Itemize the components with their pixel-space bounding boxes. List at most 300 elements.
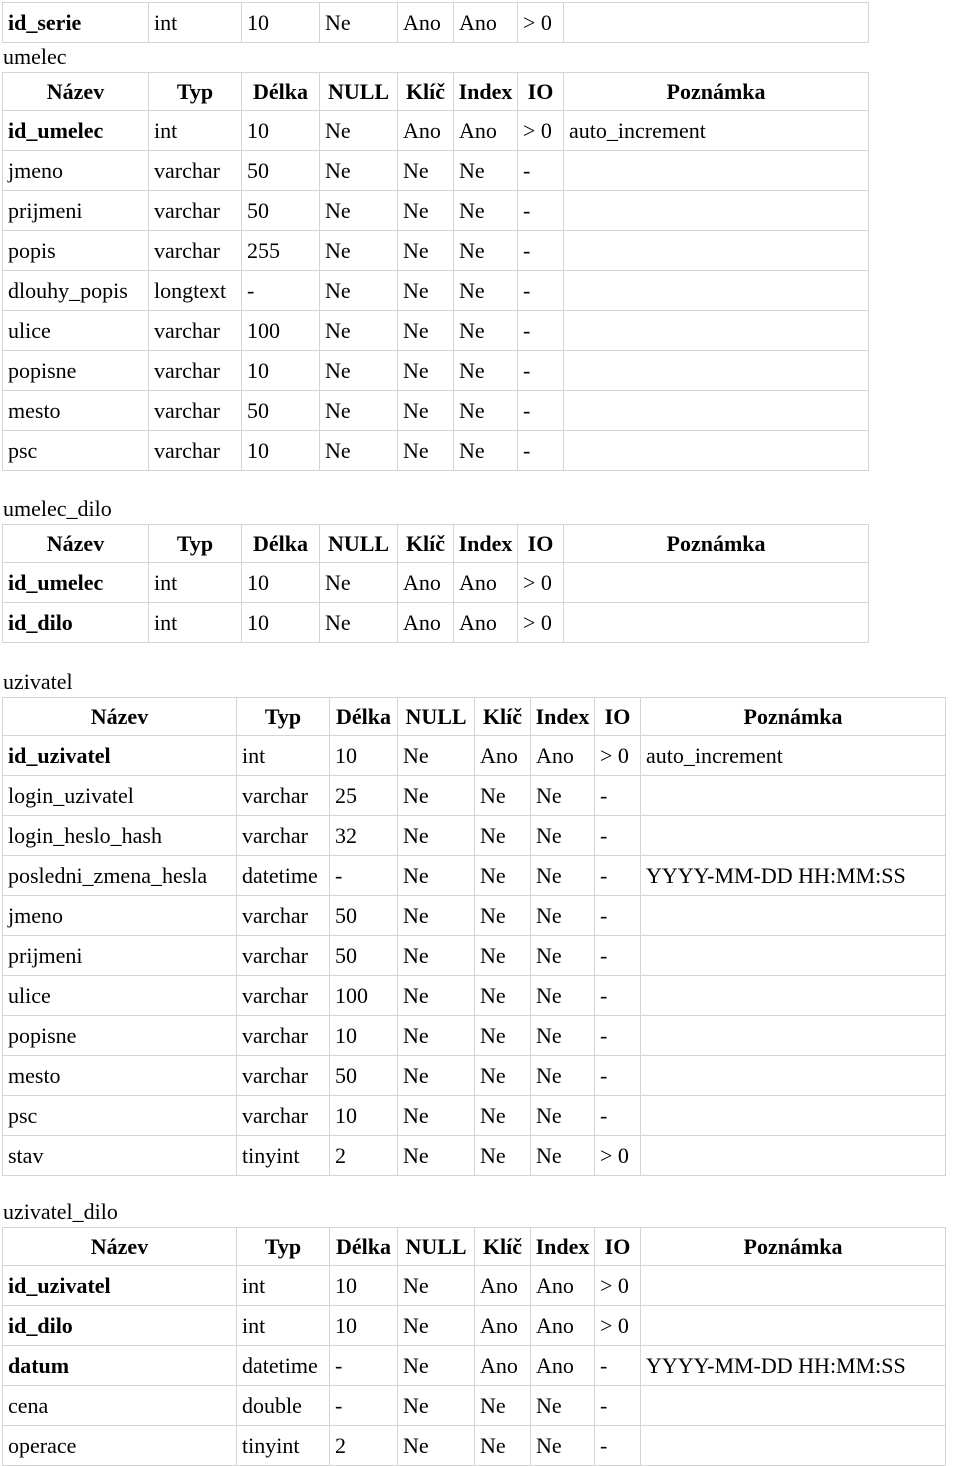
table-row [3,1136,946,1176]
type-cell: tinyint [237,1136,330,1176]
column-header: Index [531,1228,595,1266]
note-cell [641,896,946,936]
column-header: NULL [320,73,398,111]
length-cell: 50 [330,1056,398,1096]
type-cell: varchar [149,231,242,271]
table-title: uzivatel [3,669,73,694]
null-cell: Ne [398,1016,475,1056]
note-cell [564,391,869,431]
key-cell: Ano [475,736,531,776]
length-cell: 50 [330,936,398,976]
key-cell: Ne [398,271,454,311]
name-cell: popisne [3,1016,237,1056]
note-cell [564,191,869,231]
length-cell: 50 [242,391,320,431]
null-cell: Ne [320,351,398,391]
type-cell: datetime [237,856,330,896]
type-cell: varchar [149,151,242,191]
table-row [3,896,946,936]
index-cell: Ne [454,231,518,271]
column-header: Název [3,1228,237,1266]
name-cell: id_uzivatel [3,736,237,776]
io-cell: - [595,976,641,1016]
length-cell: - [330,856,398,896]
name-cell: posledni_zmena_hesla [3,856,237,896]
index-cell: Ne [531,856,595,896]
io-cell: - [518,351,564,391]
key-cell: Ne [475,1016,531,1056]
table-title: umelec_dilo [3,496,112,521]
note-cell: YYYY-MM-DD HH:MM:SS [641,856,946,896]
key-cell: Ne [475,856,531,896]
table-row [3,271,869,311]
key-cell: Ne [398,151,454,191]
note-cell: YYYY-MM-DD HH:MM:SS [641,1346,946,1386]
index-cell: Ne [531,816,595,856]
null-cell: Ne [320,271,398,311]
type-cell: tinyint [237,1426,330,1466]
length-cell: 32 [330,816,398,856]
table-row [3,351,869,391]
io-cell: - [518,311,564,351]
io-cell: - [595,936,641,976]
null-cell: Ne [320,231,398,271]
type-cell: varchar [149,191,242,231]
length-cell: 100 [242,311,320,351]
null-cell: Ne [398,1136,475,1176]
null-cell: Ne [398,1056,475,1096]
note-cell [641,1136,946,1176]
table-block-umelec-dilo [2,494,869,643]
table-row [3,736,946,776]
null-cell: Ne [320,3,398,43]
column-header: Název [3,525,149,563]
table-title: uzivatel_dilo [3,1199,118,1224]
table-block-uzivatel [2,667,946,1176]
table-row [3,936,946,976]
index-cell: Ano [454,603,518,643]
note-cell [564,603,869,643]
index-cell: Ano [531,1306,595,1346]
table-row [3,431,869,471]
index-cell: Ne [454,191,518,231]
length-cell: 10 [242,3,320,43]
column-header: Typ [149,73,242,111]
column-header: Index [531,698,595,736]
name-cell: id_serie [3,3,149,43]
note-cell: auto_increment [564,111,869,151]
key-cell: Ne [398,351,454,391]
name-cell: ulice [3,976,237,1016]
io-cell: - [595,1016,641,1056]
type-cell: varchar [237,816,330,856]
index-cell: Ne [454,311,518,351]
note-cell [564,351,869,391]
key-cell: Ne [475,936,531,976]
io-cell: > 0 [595,736,641,776]
name-cell: mesto [3,391,149,431]
name-cell: operace [3,1426,237,1466]
column-header: IO [595,698,641,736]
index-cell: Ne [531,1096,595,1136]
length-cell: 10 [242,351,320,391]
io-cell: - [595,1426,641,1466]
note-cell: auto_increment [641,736,946,776]
io-cell: > 0 [518,111,564,151]
type-cell: varchar [149,391,242,431]
index-cell: Ne [531,1136,595,1176]
length-cell: 25 [330,776,398,816]
length-cell: 10 [242,431,320,471]
table-header-row [3,698,946,736]
schema-table-umelec-dilo [2,524,869,643]
null-cell: Ne [320,563,398,603]
column-header: Název [3,73,149,111]
null-cell: Ne [398,896,475,936]
name-cell: cena [3,1386,237,1426]
key-cell: Ne [475,776,531,816]
index-cell: Ano [454,563,518,603]
length-cell: 2 [330,1426,398,1466]
column-header: IO [518,73,564,111]
null-cell: Ne [398,976,475,1016]
table-row [3,311,869,351]
index-cell: Ne [454,391,518,431]
note-cell [641,1426,946,1466]
name-cell: datum [3,1346,237,1386]
index-cell: Ano [531,736,595,776]
key-cell: Ano [475,1306,531,1346]
type-cell: int [237,736,330,776]
name-cell: prijmeni [3,191,149,231]
table-row [3,231,869,271]
table-row [3,1016,946,1056]
key-cell: Ano [398,111,454,151]
null-cell: Ne [398,1266,475,1306]
key-cell: Ne [475,896,531,936]
length-cell: 100 [330,976,398,1016]
column-header: Poznámka [641,698,946,736]
name-cell: dlouhy_popis [3,271,149,311]
table-block-uzivatel-dilo [2,1197,946,1466]
null-cell: Ne [398,1386,475,1426]
type-cell: varchar [237,1096,330,1136]
index-cell: Ano [531,1266,595,1306]
null-cell: Ne [398,776,475,816]
note-cell [641,1016,946,1056]
note-cell [641,936,946,976]
key-cell: Ne [475,1136,531,1176]
name-cell: id_dilo [3,1306,237,1346]
length-cell: - [242,271,320,311]
column-header: Klíč [398,73,454,111]
type-cell: varchar [237,1016,330,1056]
type-cell: varchar [237,936,330,976]
index-cell: Ne [531,936,595,976]
note-cell [564,151,869,191]
name-cell: psc [3,431,149,471]
column-header: NULL [398,698,475,736]
column-header: Klíč [475,1228,531,1266]
length-cell: 50 [242,151,320,191]
schema-table-uzivatel [2,697,946,1176]
name-cell: popis [3,231,149,271]
length-cell: 10 [242,563,320,603]
index-cell: Ne [531,776,595,816]
name-cell: login_uzivatel [3,776,237,816]
null-cell: Ne [398,1346,475,1386]
null-cell: Ne [398,856,475,896]
length-cell: 10 [330,1306,398,1346]
column-header: Poznámka [641,1228,946,1266]
null-cell: Ne [320,311,398,351]
table-row [3,776,946,816]
length-cell: 2 [330,1136,398,1176]
io-cell: > 0 [595,1306,641,1346]
column-header: Index [454,73,518,111]
io-cell: - [518,391,564,431]
index-cell: Ano [531,1346,595,1386]
io-cell: - [518,191,564,231]
index-cell: Ne [454,431,518,471]
name-cell: jmeno [3,896,237,936]
null-cell: Ne [320,391,398,431]
table-header-row [3,1228,946,1266]
note-cell [641,1386,946,1426]
key-cell: Ano [398,603,454,643]
schema-table-uzivatel-dilo [2,1227,946,1466]
index-cell: Ano [454,111,518,151]
note-cell [564,3,869,43]
io-cell: > 0 [595,1136,641,1176]
column-header: Klíč [475,698,531,736]
name-cell: id_uzivatel [3,1266,237,1306]
null-cell: Ne [320,111,398,151]
length-cell: - [330,1346,398,1386]
table-row [3,856,946,896]
type-cell: longtext [149,271,242,311]
io-cell: - [595,1386,641,1426]
io-cell: > 0 [518,603,564,643]
null-cell: Ne [320,603,398,643]
note-cell [641,1306,946,1346]
io-cell: > 0 [595,1266,641,1306]
length-cell: 10 [242,111,320,151]
table-row [3,1306,946,1346]
column-header: NULL [398,1228,475,1266]
name-cell: login_heslo_hash [3,816,237,856]
io-cell: - [595,1346,641,1386]
key-cell: Ne [475,1426,531,1466]
key-cell: Ne [475,816,531,856]
length-cell: 255 [242,231,320,271]
column-header: Typ [237,698,330,736]
table-row [3,151,869,191]
table-row [3,3,869,43]
null-cell: Ne [398,1096,475,1136]
null-cell: Ne [320,431,398,471]
table-row [3,1096,946,1136]
name-cell: jmeno [3,151,149,191]
key-cell: Ano [475,1266,531,1306]
io-cell: - [518,431,564,471]
key-cell: Ne [475,1386,531,1426]
note-cell [641,1096,946,1136]
type-cell: int [149,603,242,643]
io-cell: - [595,1096,641,1136]
name-cell: mesto [3,1056,237,1096]
note-cell [564,311,869,351]
io-cell: - [518,271,564,311]
column-header: Poznámka [564,73,869,111]
type-cell: varchar [237,776,330,816]
length-cell: 50 [242,191,320,231]
index-cell: Ne [454,151,518,191]
null-cell: Ne [320,151,398,191]
type-cell: int [149,3,242,43]
length-cell: 50 [330,896,398,936]
column-header: Délka [330,698,398,736]
null-cell: Ne [398,1426,475,1466]
type-cell: int [149,563,242,603]
name-cell: id_dilo [3,603,149,643]
table-row [3,1346,946,1386]
null-cell: Ne [398,936,475,976]
io-cell: > 0 [518,563,564,603]
column-header: Index [454,525,518,563]
type-cell: varchar [149,431,242,471]
name-cell: psc [3,1096,237,1136]
table-block-umelec [2,42,869,471]
table-header-row [3,73,869,111]
key-cell: Ano [398,563,454,603]
table-row [3,1426,946,1466]
note-cell [564,231,869,271]
column-header: IO [595,1228,641,1266]
name-cell: prijmeni [3,936,237,976]
serie-table-tail [2,2,869,43]
length-cell: 10 [330,1266,398,1306]
key-cell: Ne [398,431,454,471]
column-header: Délka [242,73,320,111]
io-cell: - [595,776,641,816]
io-cell: - [595,896,641,936]
table-row [3,603,869,643]
index-cell: Ne [531,1426,595,1466]
column-header: NULL [320,525,398,563]
table-title: umelec [3,44,67,69]
column-header: Délka [242,525,320,563]
index-cell: Ne [531,1386,595,1426]
note-cell [641,976,946,1016]
type-cell: varchar [237,1056,330,1096]
table-row [3,563,869,603]
null-cell: Ne [398,816,475,856]
key-cell: Ne [398,191,454,231]
key-cell: Ano [475,1346,531,1386]
length-cell: 10 [242,603,320,643]
table-row [3,1266,946,1306]
type-cell: varchar [149,311,242,351]
io-cell: - [595,856,641,896]
length-cell: 10 [330,736,398,776]
note-cell [564,271,869,311]
note-cell [641,776,946,816]
schema-table-umelec [2,72,869,471]
type-cell: int [237,1266,330,1306]
null-cell: Ne [320,191,398,231]
type-cell: datetime [237,1346,330,1386]
index-cell: Ne [531,976,595,1016]
key-cell: Ne [475,976,531,1016]
null-cell: Ne [398,1306,475,1346]
table-row [3,391,869,431]
type-cell: int [237,1306,330,1346]
type-cell: varchar [237,976,330,1016]
column-header: Klíč [398,525,454,563]
key-cell: Ne [398,311,454,351]
table-row [3,191,869,231]
key-cell: Ne [398,391,454,431]
null-cell: Ne [398,736,475,776]
table-header-row [3,525,869,563]
note-cell [564,563,869,603]
column-header: Typ [237,1228,330,1266]
column-header: Typ [149,525,242,563]
name-cell: popisne [3,351,149,391]
length-cell: - [330,1386,398,1426]
table-row [3,1056,946,1096]
length-cell: 10 [330,1016,398,1056]
name-cell: id_umelec [3,563,149,603]
column-header: IO [518,525,564,563]
io-cell: > 0 [518,3,564,43]
note-cell [641,1056,946,1096]
io-cell: - [595,1056,641,1096]
index-cell: Ano [454,3,518,43]
table-row [3,111,869,151]
length-cell: 10 [330,1096,398,1136]
column-header: Poznámka [564,525,869,563]
index-cell: Ne [454,351,518,391]
name-cell: ulice [3,311,149,351]
table-row [3,976,946,1016]
note-cell [564,431,869,471]
type-cell: int [149,111,242,151]
key-cell: Ne [475,1056,531,1096]
table-row [3,816,946,856]
type-cell: varchar [149,351,242,391]
type-cell: double [237,1386,330,1426]
key-cell: Ano [398,3,454,43]
column-header: Název [3,698,237,736]
serie-table [2,2,869,43]
index-cell: Ne [531,896,595,936]
index-cell: Ne [531,1016,595,1056]
type-cell: varchar [237,896,330,936]
index-cell: Ne [531,1056,595,1096]
name-cell: id_umelec [3,111,149,151]
name-cell: stav [3,1136,237,1176]
key-cell: Ne [475,1096,531,1136]
table-row [3,1386,946,1426]
column-header: Délka [330,1228,398,1266]
note-cell [641,1266,946,1306]
io-cell: - [518,151,564,191]
io-cell: - [518,231,564,271]
index-cell: Ne [454,271,518,311]
io-cell: - [595,816,641,856]
